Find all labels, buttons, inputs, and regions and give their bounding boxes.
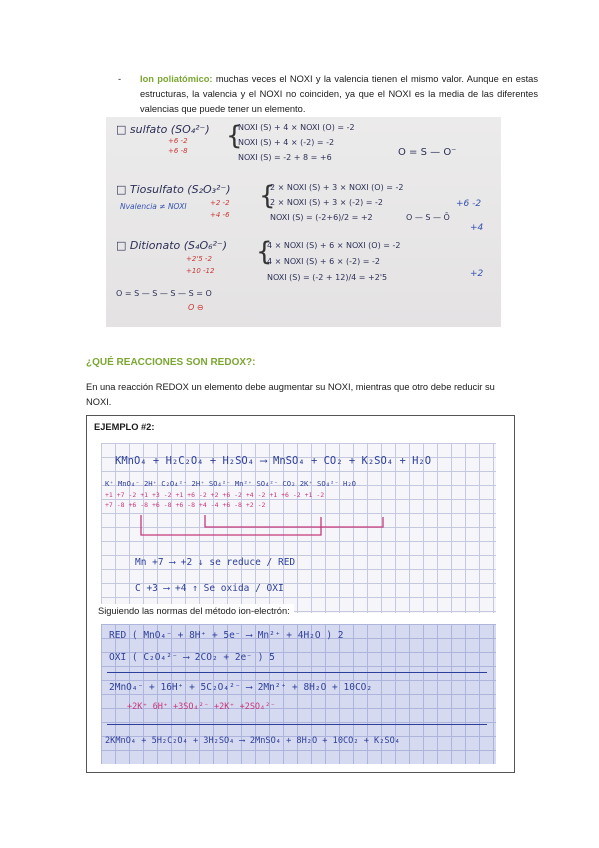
grid-notes-photo-2 xyxy=(101,624,496,764)
grid-notes-photo-1 xyxy=(101,443,496,613)
handwritten-notes-photo xyxy=(106,117,501,327)
divider-line-1 xyxy=(107,672,487,673)
bullet-term: Ion poliatómico: xyxy=(140,74,213,84)
ditionato-oxygen-mark: O ⊖ xyxy=(188,303,204,312)
tiosulfato-side-marks3: +2 xyxy=(470,269,484,279)
sulfato-eq1: NOXI (S) + 4 × NOXI (O) = -2 xyxy=(238,123,355,132)
redox-paragraph: En una reacción REDOX un elemento debe augmentar su NOXI, mientras que otro debe reducir su NOXI. xyxy=(86,382,495,407)
example-box xyxy=(86,415,515,773)
ionic-sum: 2MnO₄⁻ + 16H⁺ + 5C₂O₄²⁻ ⟶ 2Mn²⁺ + 8H₂O + 10CO₂ xyxy=(109,682,373,693)
tiosulfato-marks2: +4 -6 xyxy=(210,211,230,219)
brace-2: { xyxy=(259,181,276,211)
bullet-dash: - xyxy=(118,74,122,84)
tiosulfato-title: □ Tiosulfato (S₂O₃²⁻) xyxy=(116,183,231,196)
reduction-half-reaction: RED ( MnO₄⁻ + 8H⁺ + 5e⁻ ⟶ Mn²⁺ + 4H₂O ) 2 xyxy=(109,630,344,641)
ditionato-eq1: 4 × NOXI (S) + 6 × NOXI (O) = -2 xyxy=(267,241,401,250)
ditionato-marks2: +10 -12 xyxy=(186,267,215,275)
spectator-ions: +2K⁺ 6H⁺ +3SO₄²⁻ +2K⁺ +2SO₄²⁻ xyxy=(127,702,276,712)
example-title: EJEMPLO #2: xyxy=(94,422,155,432)
tiosulfato-eq1: 2 × NOXI (S) + 3 × NOXI (O) = -2 xyxy=(270,183,404,192)
tiosulfato-marks: +2 -2 xyxy=(210,199,230,207)
ion-line: K⁺ MnO₄⁻ 2H⁺ C₂O₄²⁻ 2H⁺ SO₄²⁻ Mn²⁺ SO₄²⁻ CO₂ 2K⁺ SO₄²⁻ H₂O xyxy=(105,479,356,488)
ditionato-structure: O = S — S — S — S = O xyxy=(116,289,212,298)
section-heading: ¿QUÉ REACCIONES SON REDOX?: xyxy=(86,357,256,368)
tiosulfato-structure: O — S — Ō xyxy=(406,213,450,222)
ditionato-eq3: NOXI (S) = (-2 + 12)/4 = +2'5 xyxy=(267,273,388,282)
oxidation-half-reaction: OXI ( C₂O₄²⁻ ⟶ 2CO₂ + 2e⁻ ) 5 xyxy=(109,652,275,663)
ditionato-eq2: 4 × NOXI (S) + 6 × (-2) = -2 xyxy=(267,257,381,266)
bullet-body: muchas veces el NOXI y la valencia tienen el mismo valor. Aunque en estas estructuras, la valencia y el NOXI no coinciden, ya que el NOXI es la media de las diferentes valencias que puede tener un elemento. xyxy=(140,74,538,114)
mn-reduction-line: Mn +7 ⟶ +2 ↓ se reduce / RED xyxy=(135,557,296,568)
sulfato-marks: +6 -2 xyxy=(168,137,188,145)
sulfato-eq2: NOXI (S) + 4 × (-2) = -2 xyxy=(238,138,335,147)
c-oxidation-line: C +3 ⟶ +4 ↑ Se oxida / OXI xyxy=(135,583,284,594)
brace-3: { xyxy=(256,237,273,267)
divider-line-2 xyxy=(107,724,487,725)
sulfato-marks2: +6 -8 xyxy=(168,147,188,155)
tiosulfato-side-marks2: +4 xyxy=(470,223,484,233)
tiosulfato-side-marks: +6 -2 xyxy=(456,199,482,209)
reduction-arrow xyxy=(141,515,321,535)
tiosulfato-noxi-note: Nvalencia ≠ NOXI xyxy=(120,202,187,211)
noxi-line-2: +7 -8 +6 -8 +6 -8 +6 -8 +4 -4 +6 -8 +2 -2 xyxy=(105,501,266,509)
sulfato-structure: O = S — O⁻ xyxy=(398,147,457,158)
tiosulfato-eq2: 2 × NOXI (S) + 3 × (-2) = -2 xyxy=(270,198,384,207)
oxidation-arrow xyxy=(205,515,383,527)
ditionato-marks: +2'5 -2 xyxy=(186,255,212,263)
bullet-text-block xyxy=(140,72,538,117)
noxi-line-1: +1 +7 -2 +1 +3 -2 +1 +6 -2 +2 +6 -2 +4 -2 +1 +6 -2 +1 -2 xyxy=(105,491,325,499)
sulfato-title: □ sulfato (SO₄²⁻) xyxy=(116,123,210,136)
brace-1: { xyxy=(226,121,243,151)
tiosulfato-eq3: NOXI (S) = (-2+6)/2 = +2 xyxy=(270,213,373,222)
main-equation: KMnO₄ + H₂C₂O₄ + H₂SO₄ ⟶ MnSO₄ + CO₂ + K₂SO₄ + H₂O xyxy=(115,455,432,467)
ditionato-title: □ Ditionato (S₄O₆²⁻) xyxy=(116,239,228,252)
method-caption: Siguiendo las normas del método ion-electrón: xyxy=(94,604,294,618)
sulfato-eq3: NOXI (S) = -2 + 8 = +6 xyxy=(238,153,332,162)
final-equation: 2KMnO₄ + 5H₂C₂O₄ + 3H₂SO₄ ⟶ 2MnSO₄ + 8H₂O + 10CO₂ + K₂SO₄ xyxy=(105,736,400,746)
